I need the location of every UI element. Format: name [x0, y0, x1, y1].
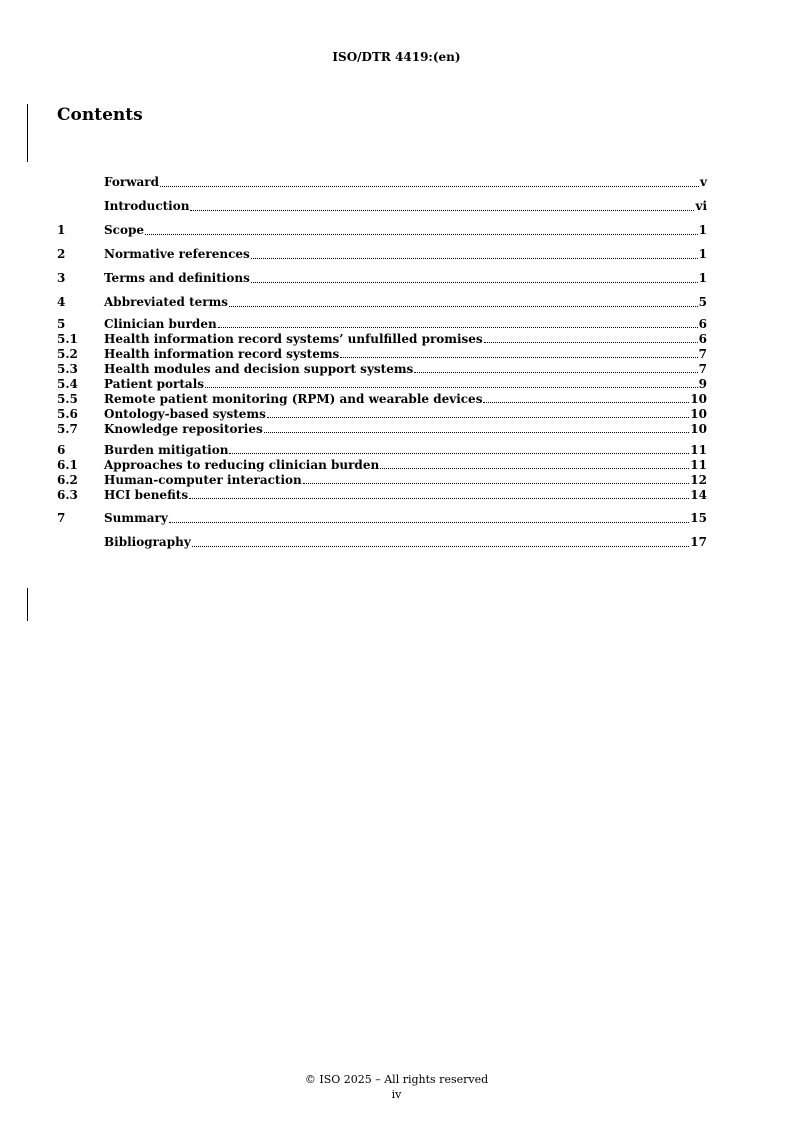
- toc-number: 5.6: [57, 407, 78, 421]
- toc-leader-dots: [218, 326, 698, 328]
- toc-number: 5.1: [57, 332, 78, 346]
- toc-title: Abbreviated terms: [104, 295, 229, 309]
- document-header: ISO/DTR 4419:(en): [332, 50, 461, 64]
- toc-entry-normative-references[interactable]: [57, 245, 707, 263]
- toc-entry-abbreviated-terms[interactable]: [57, 293, 707, 311]
- toc-title: Ontology-based systems: [104, 407, 266, 421]
- toc-leader-dots: [251, 257, 698, 259]
- toc-page-number: 17: [690, 535, 707, 549]
- toc-page-number: 7: [698, 362, 707, 376]
- table-of-contents: [57, 173, 707, 551]
- toc-page-number: 9: [698, 377, 707, 391]
- toc-entry-5-5[interactable]: [57, 392, 707, 407]
- toc-number: 3: [57, 271, 66, 285]
- toc-page-number: 11: [690, 458, 707, 472]
- toc-leader-dots: [264, 431, 690, 433]
- toc-number: 7: [57, 511, 66, 525]
- toc-title: Health modules and decision support systems: [104, 362, 414, 376]
- toc-title: Summary: [104, 511, 168, 525]
- toc-leader-dots: [267, 416, 689, 418]
- change-bar: [27, 588, 28, 621]
- toc-leader-dots: [251, 281, 698, 283]
- toc-page-number: 12: [690, 473, 707, 487]
- toc-entry-summary[interactable]: [57, 509, 707, 527]
- toc-entry-5-7[interactable]: [57, 422, 707, 437]
- toc-page-number: 7: [698, 347, 707, 361]
- toc-title: Approaches to reducing clinician burden: [104, 458, 380, 472]
- toc-number: 5.4: [57, 377, 78, 391]
- toc-title: Terms and definitions: [104, 271, 250, 285]
- toc-leader-dots: [169, 521, 689, 523]
- toc-title: Remote patient monitoring (RPM) and wearable devices: [104, 392, 483, 406]
- toc-entry-forward[interactable]: [57, 173, 707, 191]
- toc-leader-dots: [145, 233, 698, 235]
- toc-title: Health information record systems’ unfulfilled promises: [104, 332, 483, 346]
- toc-number: 6.2: [57, 473, 78, 487]
- toc-entry-terms-and-definitions[interactable]: [57, 269, 707, 287]
- toc-leader-dots: [483, 401, 689, 403]
- toc-number: 4: [57, 295, 66, 309]
- toc-leader-dots: [380, 467, 689, 469]
- toc-leader-dots: [160, 185, 699, 187]
- change-bar: [27, 104, 28, 162]
- toc-title: Health information record systems: [104, 347, 340, 361]
- contents-title: Contents: [57, 105, 143, 125]
- toc-leader-dots: [205, 386, 698, 388]
- toc-page-number: 14: [690, 488, 707, 502]
- page-footer: [0, 1072, 793, 1102]
- toc-page-number: 10: [690, 392, 707, 406]
- toc-leader-dots: [190, 209, 694, 211]
- toc-leader-dots: [484, 341, 698, 343]
- toc-entry-5-1[interactable]: [57, 332, 707, 347]
- toc-number: 5.7: [57, 422, 78, 436]
- toc-entry-5-2[interactable]: [57, 347, 707, 362]
- toc-page-number: 10: [690, 407, 707, 421]
- toc-entry-burden-mitigation[interactable]: [57, 443, 707, 458]
- toc-number: 6.3: [57, 488, 78, 502]
- toc-page-number: 10: [690, 422, 707, 436]
- toc-page-number: 5: [698, 295, 707, 309]
- toc-page-number: 1: [698, 247, 707, 261]
- toc-page-number: 11: [690, 443, 707, 457]
- toc-leader-dots: [414, 371, 697, 373]
- toc-leader-dots: [229, 305, 698, 307]
- toc-number: 6.1: [57, 458, 78, 472]
- toc-entry-5-4[interactable]: [57, 377, 707, 392]
- toc-leader-dots: [303, 482, 690, 484]
- page-number: iv: [391, 1088, 402, 1101]
- toc-page-number: 1: [698, 223, 707, 237]
- toc-title: Burden mitigation: [104, 443, 229, 457]
- toc-title: Patient portals: [104, 377, 205, 391]
- toc-title: Scope: [104, 223, 145, 237]
- toc-entry-5-3[interactable]: [57, 362, 707, 377]
- toc-entry-5-6[interactable]: [57, 407, 707, 422]
- toc-page-number: vi: [695, 199, 707, 213]
- toc-entry-bibliography[interactable]: [57, 533, 707, 551]
- toc-leader-dots: [189, 497, 689, 499]
- toc-entry-6-2[interactable]: [57, 473, 707, 488]
- toc-title: Forward: [104, 175, 160, 189]
- toc-title: HCI benefits: [104, 488, 189, 502]
- toc-page-number: v: [700, 175, 707, 189]
- copyright-notice: © ISO 2025 – All rights reserved: [304, 1073, 489, 1086]
- toc-title: Human-computer interaction: [104, 473, 302, 487]
- toc-number: 5.5: [57, 392, 78, 406]
- toc-number: 5.2: [57, 347, 78, 361]
- toc-page-number: 6: [698, 317, 707, 331]
- toc-number: 5: [57, 317, 66, 331]
- toc-number: 5.3: [57, 362, 78, 376]
- toc-number: 1: [57, 223, 66, 237]
- toc-page-number: 1: [698, 271, 707, 285]
- toc-title: Introduction: [104, 199, 190, 213]
- toc-entry-introduction[interactable]: [57, 197, 707, 215]
- toc-number: 2: [57, 247, 66, 261]
- toc-leader-dots: [192, 545, 690, 547]
- toc-title: Clinician burden: [104, 317, 217, 331]
- toc-page-number: 15: [690, 511, 707, 525]
- toc-title: Bibliography: [104, 535, 191, 549]
- toc-page-number: 6: [698, 332, 707, 346]
- toc-entry-clinician-burden[interactable]: [57, 317, 707, 332]
- toc-title: Knowledge repositories: [104, 422, 263, 436]
- toc-entry-6-3[interactable]: [57, 488, 707, 503]
- toc-leader-dots: [340, 356, 697, 358]
- toc-entry-scope[interactable]: [57, 221, 707, 239]
- toc-number: 6: [57, 443, 66, 457]
- toc-title: Normative references: [104, 247, 250, 261]
- toc-leader-dots: [229, 452, 689, 454]
- toc-entry-6-1[interactable]: [57, 458, 707, 473]
